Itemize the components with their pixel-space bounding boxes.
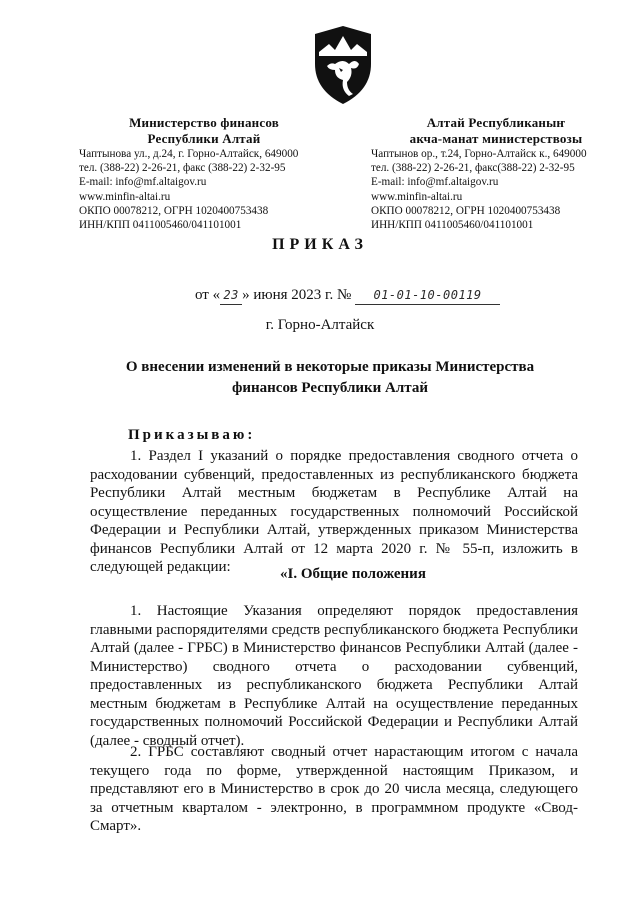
date-day-field — [220, 287, 242, 305]
org-name-ru-line1: Министерство финансов — [129, 115, 279, 130]
header-right — [371, 115, 621, 232]
section-heading: «I. Общие положения — [280, 566, 426, 582]
altai-emblem-icon — [313, 24, 373, 106]
paragraph-2: 1. Настоящие Указания определяют порядок предоставления главными распорядителями средств республиканского бюджета Республики Алтай (далее - ГРБС) в Министерство финансов Республики Алтай (далее - Министерство) сводного отчета о расходовании субвенций, предоставленных из республиканского бюджета Республики Алтай местным бюджетам в Республике Алтай на осуществление переданных государственных полномочий Российской Федерации и Республики Алтай (далее - сводный отчет). — [90, 603, 578, 749]
address: Чаптынов ор., т.24, Горно-Алтайск к., 649000 — [371, 148, 587, 160]
paragraph-1: 1. Раздел I указаний о порядке предоставления сводного отчета о расходовании субвенций, предоставленных из республиканского бюджета Республики Алтай местным бюджетам в Республике Алтай на осуществление переданных государственных полномочий Российской Федерации и Республики Алтай, утвержденных приказом Министерства финансов Республики Алтай от 12 марта 2020 г. № 55-п, изложить в следующей редакции: — [90, 448, 578, 575]
phone: тел. (388-22) 2-26-21, факс (388-22) 2-32-95 — [79, 162, 286, 175]
date-rest: » июня 2023 г. № — [242, 287, 352, 303]
website: www.minfin-altai.ru — [79, 190, 171, 203]
date-line — [195, 287, 500, 305]
date-prefix: от « — [195, 287, 221, 303]
org-name-alt-line2: акча-манат министерствозы — [409, 131, 583, 146]
email: E-mail: info@mf.altaigov.ru — [79, 176, 207, 189]
order-number-field — [355, 287, 500, 305]
inn-kpp: ИНН/КПП 0411005460/041101001 — [79, 219, 242, 232]
email: E-mail: info@mf.altaigov.ru — [371, 176, 499, 189]
org-name-ru-line2: Республики Алтай — [147, 131, 261, 146]
okpo-ogrn: ОКПО 00078212, ОГРН 1020400753438 — [79, 204, 269, 217]
website: www.minfin-altai.ru — [371, 190, 463, 203]
city: г. Горно-Алтайск — [265, 317, 375, 333]
order-number: 01-01-10-00119 — [373, 288, 482, 302]
org-name-alt-line1: Алтай Республиканыҥ — [426, 115, 566, 130]
phone: тел. (388-22) 2-26-21, факс(388-22) 2-32-95 — [371, 162, 575, 175]
address: Чаптынова ул., д.24, г. Горно-Алтайск, 649000 — [79, 148, 299, 160]
okpo-ogrn: ОКПО 00078212, ОГРН 1020400753438 — [371, 204, 561, 217]
date-day: 23 — [223, 288, 239, 302]
document-subject: О внесении изменений в некоторые приказы Министерства финансов Республики Алтай — [125, 359, 535, 396]
document-title: ПРИКАЗ — [272, 236, 368, 253]
paragraph-3: 2. ГРБС составляют сводный отчет нарастающим итогом с начала текущего года по форме, утвержденной настоящим Приказом, и представляют его в Министерство в срок до 20 числа месяца, следующего за отчетным кварталом - электронно, в программном продукте «Свод-Смарт». — [90, 744, 578, 834]
header-left — [79, 115, 329, 232]
order-verb: Приказываю: — [128, 427, 256, 443]
inn-kpp: ИНН/КПП 0411005460/041101001 — [371, 219, 534, 232]
